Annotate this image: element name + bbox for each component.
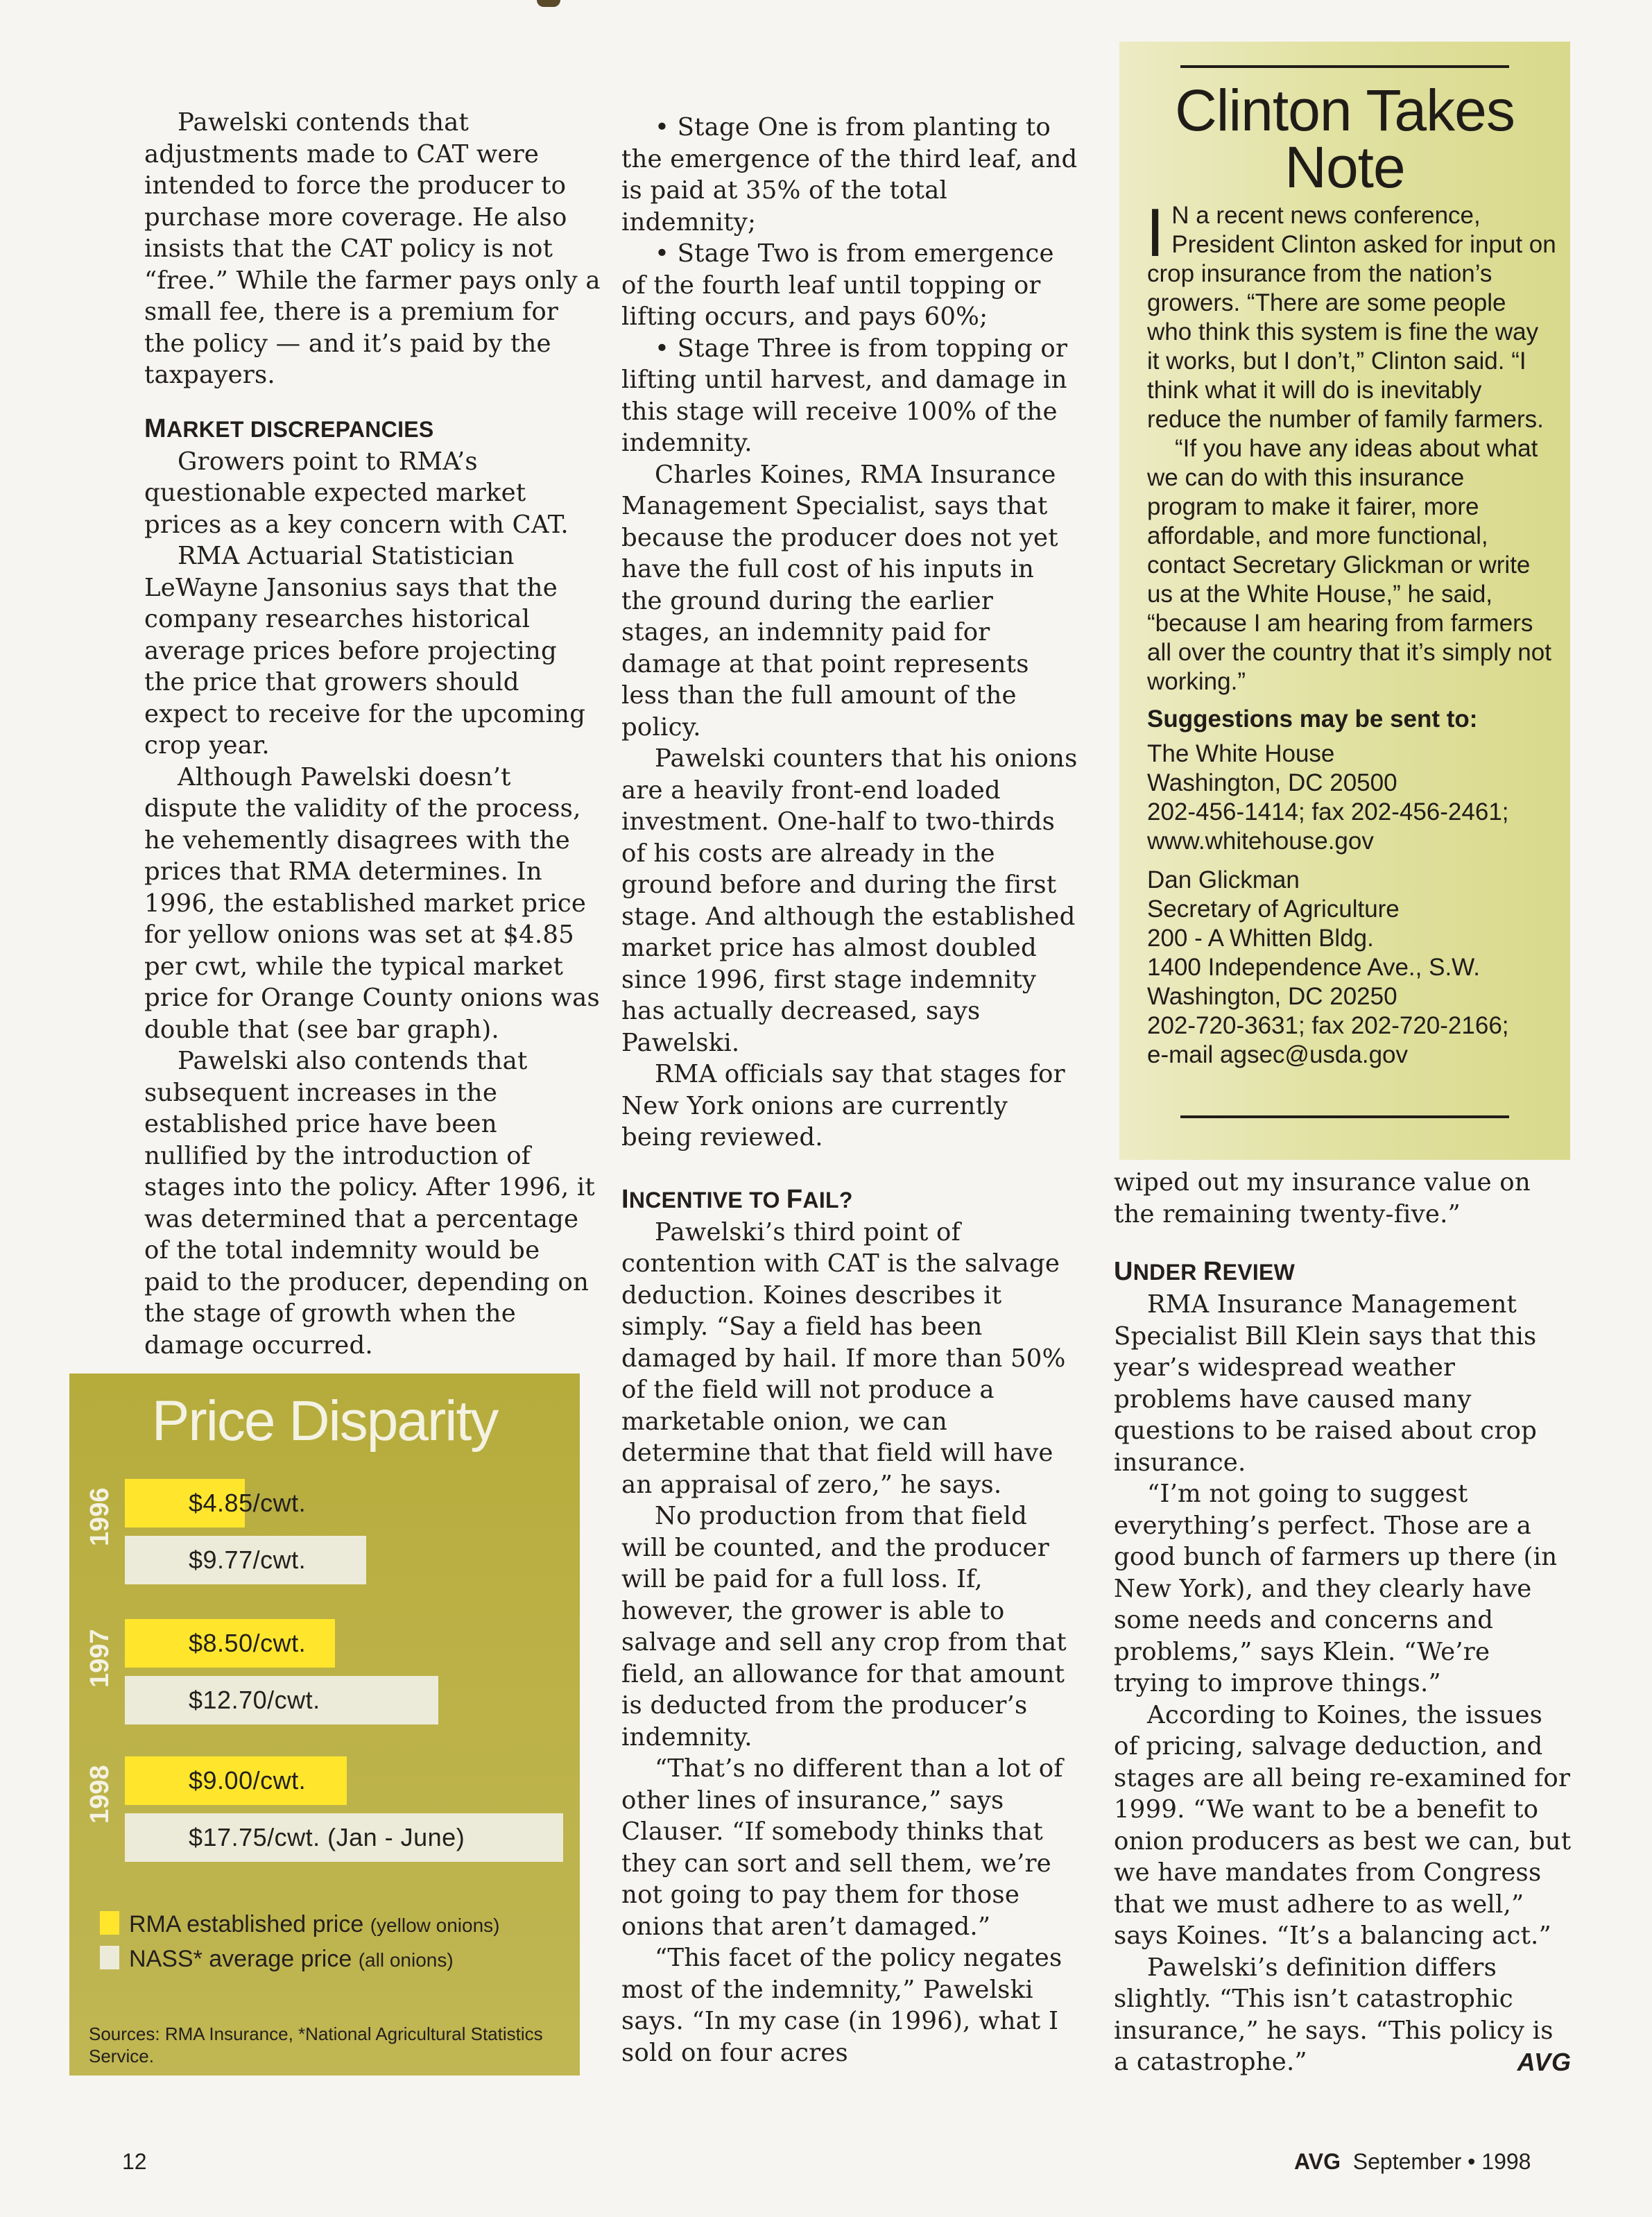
- paragraph: RMA officials say that stages for New York onions are currently being reviewed.: [621, 1060, 1065, 1152]
- page-number: 12: [122, 2149, 147, 2174]
- article-end-sign: AVG: [1517, 2048, 1572, 2076]
- price-disparity-chart: [69, 1373, 580, 2075]
- legend-item-nass: NASS* average price (all onions): [100, 1944, 454, 1976]
- paragraph: Pawelski’s definition differs slightly. “This isn’t catastrophic insurance,” he says. “This policy is a catastrophe.” AVG: [1114, 1952, 1572, 2078]
- paragraph: RMA Actuarial Statistician LeWayne Jansonius says that the company researches historical average prices before projecting the price that growers should expect to receive for the upcoming crop year.: [144, 542, 586, 760]
- address-agriculture: Dan Glickman Secretary of Agriculture 200 - A Whitten Bldg. 1400 Independence Ave., S.W. Washington, DC 20250 202-720-3631; fax 202-720-2166; e-mail agsec@usda.gov: [1147, 866, 1509, 1068]
- legend-swatch-rma: [100, 1911, 119, 1935]
- paragraph: No production from that field will be counted, and the producer will be paid for a full loss. If, however, the grower is able to salvage and sell any crop from that field, an allowance for that amount is deducted from the producer’s indemnity.: [621, 1502, 1067, 1752]
- bar-label-rma-1997: $8.50/cwt.: [189, 1629, 307, 1657]
- paragraph: Although Pawelski doesn’t dispute the validity of the process, he vehemently disagrees with the prices that RMA determines. In 1996, the established market price for yellow onions was set at $4.85 per cwt, while the typical market price for Orange County onions was double that (see bar graph).: [144, 762, 600, 1044]
- bullet-item: • Stage Two is from emergence of the fourth leaf until topping or lifting occurs, and pays 60%;: [621, 238, 1079, 333]
- legend-item-rma: RMA established price (yellow onions): [100, 1909, 499, 1941]
- paragraph: Pawelski contends that adjustments made to CAT were intended to force the producer to purchase more coverage. He also insists that the CAT policy is not “free.” While the farmer pays only a small fee, there is a premium for the policy — and it’s paid by the taxpayers.: [144, 108, 601, 389]
- legend-swatch-nass: [100, 1946, 119, 1969]
- chart-title: Price Disparity: [151, 1389, 498, 1453]
- paragraph: Pawelski counters that his onions are a heavily front-end loaded investment. One-half to two-thirds of his costs are already in the ground before and during the first stage. And although the established market price has almost doubled since 1996, first stage indemnity has actually decreased, says Pawelski.: [621, 744, 1078, 1057]
- bar-label-nass-1998: $17.75/cwt. (Jan - June): [189, 1823, 465, 1851]
- address-white-house: The White House Washington, DC 20500 202-456-1414; fax 202-456-2461; www.whitehouse.gov: [1147, 740, 1509, 855]
- paragraph: “I’m not going to suggest everything’s perfect. Those are a good bunch of farmers up there (in New York), and they clearly have some needs and concerns and problems,” says Klein. “We’re trying to improve things.”: [1114, 1480, 1558, 1697]
- bullet-item: • Stage Three is from topping or lifting until harvest, and damage in this stage will receive 100% of the indemnity.: [621, 333, 1079, 459]
- paragraph: “That’s no different than a lot of other lines of insurance,” says Clauser. “If somebody thinks that they can sort and sell them, we’re not going to pay them for those onions that aren’t damaged.”: [621, 1754, 1063, 1941]
- paragraph: Pawelski also contends that subsequent increases in the established price have been nullified by the introduction of stages into the policy. After 1996, it was determined that a percentage of the total indemnity would be paid to the producer, depending on the stage of growth when the damage occurred.: [144, 1047, 595, 1360]
- article-column-3: [1114, 1167, 1572, 2078]
- bar-label-rma-1998: $9.00/cwt.: [189, 1766, 307, 1795]
- year-label-1998: 1998: [85, 1765, 114, 1824]
- sidebar-paragraph: I N a recent news conference, President Clinton asked for input on crop insurance from the nation’s growers. “There are some people who think this system is fine the way it works, but I don’t,” Clinton said. “I think what it will do is inevitably reduce the number of family farmers.: [1146, 194, 1556, 433]
- sidebar-top-rule: [1180, 65, 1509, 68]
- year-label-1996: 1996: [85, 1487, 114, 1546]
- bar-label-nass-1996: $9.77/cwt.: [189, 1546, 307, 1574]
- section-heading-market-discrepancies: MARKET DISCREPANCIES: [144, 413, 434, 443]
- paragraph: wiped out my insurance value on the remaining twenty-five.”: [1114, 1168, 1531, 1229]
- paragraph: “This facet of the policy negates most of the indemnity,” Pawelski says. “In my case (in 1996), what I sold on four acres: [621, 1944, 1062, 2067]
- bullet-item: • Stage One is from planting to the emergence of the third leaf, and is paid at 35% of the total indemnity;: [621, 112, 1079, 238]
- bar-label-rma-1996: $4.85/cwt.: [189, 1489, 307, 1517]
- section-heading-incentive-to-fail: INCENTIVE TO FAIL?: [621, 1184, 853, 1214]
- section-heading-under-review: UNDER REVIEW: [1114, 1257, 1296, 1286]
- article-column-2: [621, 112, 1079, 2069]
- sidebar-clinton-takes-note: [1119, 42, 1570, 1160]
- sidebar-body: [1146, 194, 1556, 1070]
- top-edge-mark: [537, 0, 560, 7]
- paragraph: Growers point to RMA’s questionable expected market prices as a key concern with CAT.: [144, 447, 569, 539]
- year-label-1997: 1997: [85, 1629, 114, 1688]
- paragraph: RMA Insurance Management Specialist Bill Klein says that this year’s widespread weather problems have caused many questions to be raised about crop insurance.: [1114, 1290, 1538, 1477]
- paragraph: Pawelski’s third point of contention with CAT is the salvage deduction. Koines describes it simply. “Say a field has been damaged by hail. If more than 50% of the field will not produce a marketable onion, we can determine that that field will have an appraisal of zero,” he says.: [621, 1217, 1066, 1499]
- paragraph: According to Koines, the issues of pricing, salvage deduction, and stages are all being re-examined for 1999. “We want to be a benefit to onion producers as best we can, but we have mandates from Congress that we must adhere to as well,” says Koines. “It’s a balancing act.”: [1114, 1700, 1572, 1950]
- bar-label-nass-1997: $12.70/cwt.: [189, 1686, 320, 1714]
- sidebar-title: Clinton Takes Note: [1175, 78, 1515, 200]
- paragraph: Charles Koines, RMA Insurance Management Specialist, says that because the producer does not yet have the full cost of his inputs in the ground during the earlier stages, an indemnity paid for damage at that point represents less than the full amount of the policy.: [621, 460, 1058, 742]
- drop-cap: I: [1146, 194, 1165, 271]
- chart-sources: Sources: RMA Insurance, *National Agricultural Statistics Service.: [89, 2023, 543, 2066]
- sidebar-paragraph: “If you have any ideas about what we can do with this insurance program to make it fairer, more affordable, and more functional, contact Secretary Glickman or write us at the White House,” he said, “because I am hearing from farmers all over the country that it’s simply not working.”: [1147, 435, 1551, 695]
- footer-issue: AVG September • 1998: [1294, 2149, 1531, 2174]
- article-column-1: [144, 107, 602, 1361]
- sidebar-bottom-rule: [1180, 1115, 1509, 1118]
- sidebar-subhead: Suggestions may be sent to:: [1147, 705, 1478, 733]
